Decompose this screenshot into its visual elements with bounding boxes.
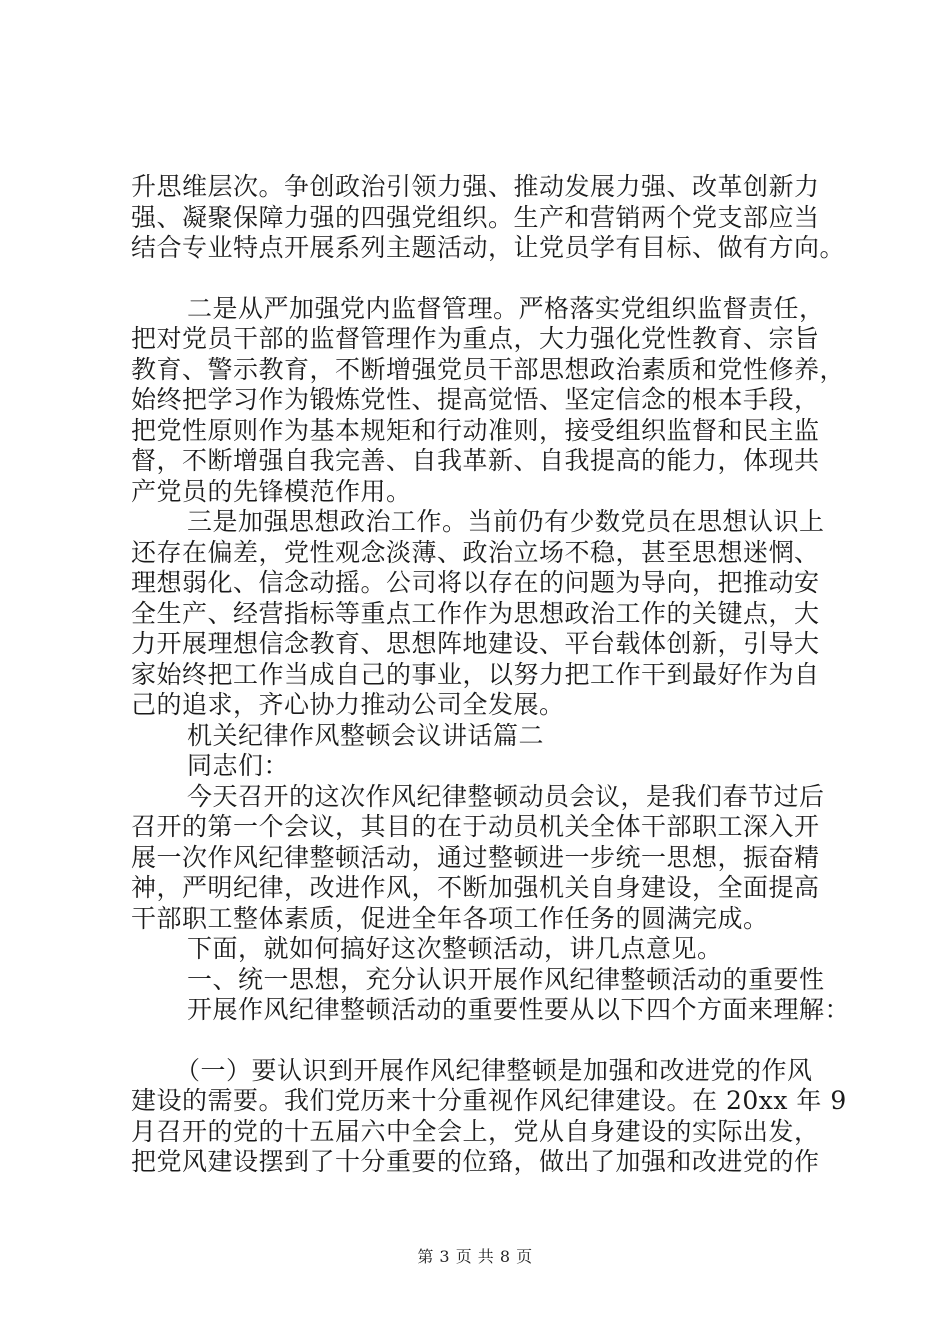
text-line: （一）要认识到开展作风纪律整顿是加强和改进党的作风 (175, 1055, 813, 1085)
text-line: 始终把学习作为锻炼党性、提高觉悟、坚定信念的根本手段， (131, 385, 820, 414)
paragraph-3 (131, 507, 851, 721)
text-line: 把党风建设摆到了十分重要的位臵，做出了加强和改进党的作 (131, 1147, 820, 1176)
text-line: 全生产、经营指标等重点工作作为思想政治工作的关键点，大 (131, 598, 820, 628)
paragraph-1 (131, 172, 851, 264)
text-line: 干部职工整体素质，促进全年各项工作任务的圆满完成。 (131, 903, 769, 933)
text-line: 升思维层次。争创政治引领力强、推动发展力强、改革创新力 (131, 172, 820, 201)
text-line: 家始终把工作当成自己的事业，以努力把工作干到最好作为自 (131, 659, 820, 689)
text-line: 三是加强思想政治工作。当前仍有少数党员在思想认识上 (187, 507, 825, 536)
text-line: 同志们： (187, 751, 290, 780)
paragraph-6 (131, 782, 851, 935)
text-line: 二是从严加强党内监督管理。严格落实党组织监督责任， (187, 293, 825, 323)
text-line: 己的追求，齐心协力推动公司全发展。 (131, 690, 565, 719)
text-line: 机关纪律作风整顿会议讲话篇二 (187, 720, 545, 750)
text-line: 今天召开的这次作风纪律整顿动员会议，是我们春节过后 (187, 781, 825, 811)
text-line: 理想弱化、信念动摇。公司将以存在的问题为导向，把推动安 (131, 568, 820, 597)
text-line: 开展作风纪律整顿活动的重要性要从以下四个方面来理解： (187, 995, 851, 1024)
section-heading (131, 721, 851, 752)
paragraph-9 (131, 995, 851, 1026)
paragraph-10 (131, 1056, 851, 1178)
text-line: 月召开的党的十五届六中全会上，党从自身建设的实际出发， (131, 1116, 820, 1146)
paragraph-2 (131, 294, 851, 508)
text-line: 神，严明纪律，改进作风，不断加强机关自身建设，全面提高 (131, 873, 820, 902)
text-line: 展一次作风纪律整顿活动，通过整顿进一步统一思想，振奋精 (131, 842, 820, 872)
text-line: 召开的第一个会议，其目的在于动员机关全体干部职工深入开 (131, 812, 820, 841)
paragraph-gap (131, 264, 851, 294)
text-line: 还存在偏差，党性观念淡薄、政治立场不稳，甚至思想迷惘、 (131, 537, 820, 567)
page-number-footer: 第 3 页 共 8 页 (417, 1247, 533, 1266)
text-line: 结合专业特点开展系列主题活动，让党员学有目标、做有方向。 (131, 233, 846, 262)
salutation (131, 751, 851, 782)
text-line: 教育、警示教育，不断增强党员干部思想政治素质和党性修养， (131, 354, 846, 384)
text-line: 下面，就如何搞好这次整顿活动，讲几点意见。 (187, 934, 723, 963)
text-line: 建设的需要。我们党历来十分重视作风纪律建设。在 20xx 年 9 (131, 1086, 847, 1115)
text-line: 强、凝聚保障力强的四强党组织。生产和营销两个党支部应当 (131, 202, 820, 232)
text-line: 把对党员干部的监督管理作为重点，大力强化党性教育、宗旨 (131, 324, 820, 353)
paragraph-gap (131, 1026, 851, 1056)
text-line: 督，不断增强自我完善、自我革新、自我提高的能力，体现共 (131, 446, 820, 475)
text-line: 力开展理想信念教育、思想阵地建设、平台载体创新，引导大 (131, 629, 820, 658)
paragraph-8 (131, 965, 851, 996)
paragraph-7 (131, 934, 851, 965)
text-line: 一、统一思想，充分认识开展作风纪律整顿活动的重要性 (187, 964, 825, 994)
document-body (131, 172, 851, 1178)
text-line: 产党员的先锋模范作用。 (131, 476, 412, 506)
text-line: 把党性原则作为基本规矩和行动准则，接受组织监督和民主监 (131, 415, 820, 445)
